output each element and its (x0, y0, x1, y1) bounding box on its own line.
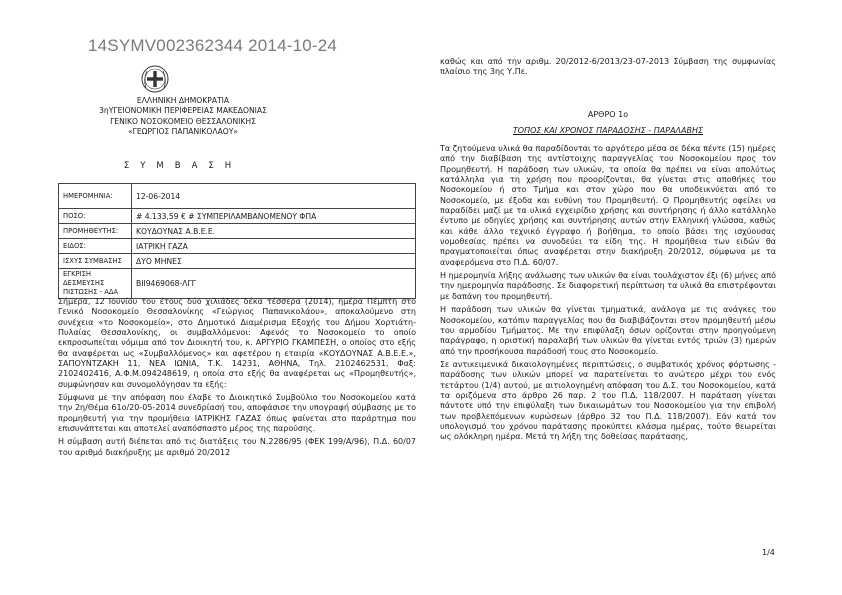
table-row (59, 209, 416, 224)
table-row (59, 239, 416, 254)
table-value: ΒΙΙ9469068-ΛΓΓ (132, 269, 416, 299)
header-line-country: ΕΛΛΗΝΙΚΗ ΔΗΜΟΚΡΑΤΙΑ (136, 96, 230, 105)
paragraph-delivery-time: Τα ζητούμενα υλικά θα παραδίδονται το αργότερο μέσα σε δέκα πέντε (15) ημέρες από την διαβίβαση της αντίστοιχης παραγγελίας του Νοσοκομείου προς τον Προμηθευτή. Η παράδοση των υλικών, τα οποία θα πρέπει να είναι απολύτως κατάλληλα για τη χρήση που προορίζονται, θα γίνεται στις αποθήκες του Νοσοκομείου ή στο Τμήμα και στον χώρο που θα υποδεικνύεται από το Νοσοκομείο, με έξοδα και ευθύνη του Προμηθευτή. Ο Προμηθευτής οφείλει να παραδίδει μαζί με τα υλικά εγχειρίδιο χρήσης και συντήρησης ή άλλο κατάλληλο έντυπο με οδηγίες χρήσης και συντήρησης αυτών στην Ελληνική γλώσσα, καθώς και κάθε άλλο τεχνικό έγγραφο ή βοήθημα, το οποίο βάσει της ισχύουσας νομοθεσίας πρέπει να συνοδεύει τα είδη της. Η προμήθεια των ειδών θα πραγματοποιείται όπως αναφέρεται στην διακήρυξη 20/2012, σύμφωνα με τα αναφερόμενα στο Π.Δ. 60/07. (440, 144, 776, 267)
table-key: ΗΜΕΡΟΜΗΝΙΑ: (59, 184, 132, 209)
issuer-header (58, 96, 308, 138)
table-key: ΕΙΔΟΣ: (59, 239, 132, 254)
paragraph-extension: Σε αντικειμενικά δικαιολογημένες περιπτώσεις, ο συμβατικός χρόνος φόρτωσης - παράδοσης των υλικών μπορεί να παρατείνεται το ανώτερο μέχρι του ενός τετάρτου (1/4) αυτού, με αιτιολογημένη απόφαση του Δ.Σ. του Νοσοκομείου, κατά τα οριζόμενα στο άρθρο 26 παρ. 2 του Π.Δ. 118/2007. Η παράταση γίνεται πάντοτε υπό την επιφύλαξη των δικαιωμάτων του Νοσοκομείου για την επιβολή των προβλεπόμενων κυρώσεων (άρθρο 32 του Π.Δ. 118/2007). Εάν κατά τον υπολογισμό του χρόνου παράτασης προκύπτει κλάσμα ημέρας, τούτο θεωρείται ως ολόκληρη ημέρα. Μετά τη λήξη της δοθείσας παράτασης, (440, 359, 776, 442)
paragraph-framework-agreement: καθώς και από την αριθμ. 20/2012-6/2013/23-07-2013 Σύμβαση της συμφωνίας πλαίσιο της 3ης Υ.Πε. (440, 57, 776, 77)
paragraph-partial-delivery: Η παράδοση των υλικών θα γίνεται τμηματικά, ανάλογα με τις ανάγκες του Νοσοκομείου, κατόπιν παραγγελίας που θα διαβιβάζονται στον προμηθευτή μέσω του αρμοδίου Τμήματος. Με την επιφύλαξη όσων ορίζονται στην προηγούμενη παράγραφο, η οριστική παραλαβή των υλικών θα γίνεται εντός τριών (3) ημερών από την προσήκουσα παράδοσή τους στο Νοσοκομείο. (440, 305, 776, 356)
table-key: ΠΡΟΜΗΘΕΥΤΗΣ: (59, 224, 132, 239)
document-title: ΣΥΜΒΑΣΗ (123, 161, 243, 171)
paragraph-expiry-date: Η ημερομηνία λήξης ανάλωσης των υλικών θα είναι τουλάχιστον έξι (6) μήνες από την ημερομηνία παράδοσης. Σε διαφορετική περίπτωση τα υλικά θα επιστρέφονται με δαπάνη του προμηθευτή. (440, 271, 776, 301)
table-value: ΙΑΤΡΙΚΗ ΓΑΖΑ (132, 239, 416, 254)
greek-emblem-icon (140, 64, 170, 94)
article-number: ΑΡΘΡΟ 1ο (587, 110, 629, 119)
table-row (59, 254, 416, 269)
contract-details-table (58, 183, 416, 299)
table-key: ΕΓΚΡΙΣΗ ΔΕΣΜΕΥΣΗΣ ΠΙΣΤΩΣΗΣ - ΑΔΑ (59, 269, 132, 299)
table-key: ΠΟΣΟ: (59, 209, 132, 224)
left-column-body (58, 297, 416, 461)
table-row (59, 224, 416, 239)
page-number: 1/4 (762, 548, 775, 557)
table-value: # 4.133,59 € # ΣΥΜΠΕΡΙΛΑΜΒΑΝΟΜΕΝΟΥ ΦΠΑ (132, 209, 416, 224)
table-value: ΔΥΟ ΜΗΝΕΣ (132, 254, 416, 269)
header-line-hospital: ΓΕΝΙΚΟ ΝΟΣΟΚΟΜΕΙΟ ΘΕΣΣΑΛΟΝΙΚΗΣ (110, 116, 256, 126)
article-title: ΤΟΠΟΣ ΚΑΙ ΧΡΟΝΟΣ ΠΑΡΑΔΟΣΗΣ - ΠΑΡΑΛΑΒΗΣ (512, 126, 704, 135)
paragraph-governing-law: Η σύμβαση αυτή διέπεται από τις διατάξεις του Ν.2286/95 (ΦΕΚ 199/Α/96), Π.Δ. 60/07 του αριθμό διακήρυξης με αριθμό 20/2012 (58, 437, 416, 457)
right-column-body (440, 144, 776, 446)
document-stamp-number: 14SYMV002362344 2014-10-24 (88, 36, 338, 55)
header-line-region: 3ηΥΓΕΙΟΝΟΜΙΚΗ ΠΕΡΙΦΕΡΕΙΑΣ ΜΑΚΕΔΟΝΙΑΣ (99, 106, 267, 116)
table-value: ΚΟΥΔΟΥΝΑΣ Α.Β.Ε.Ε. (132, 224, 416, 239)
header-line-hospital-name: «ΓΕΩΡΓΙΟΣ ΠΑΠΑΝΙΚΟΛΑΟΥ» (127, 127, 239, 137)
table-row (59, 184, 416, 209)
table-key: ΙΣΧΥΣ ΣΥΜΒΑΣΗΣ (59, 254, 132, 269)
paragraph-parties: Σήμερα, 12 Ιουνίου του έτους δύο χιλιάδες δέκα τέσσερα (2014), ημέρα Πέμπτη στο Γενικό Νοσοκομείο Θεσσαλονίκης «Γεώργιος Παπανικολάου», αποκαλούμενο στη συνέχεια «το Νοσοκομείο», στο Δημοτικό Διαμέρισμα Εξοχής του Δήμου Χορτιάτη-Πυλαίας Θεσσαλονίκης, οι συμβαλλόμενοι: Αφενός το Νοσοκομείο το οποίο εκπροσωπείται νόμιμα από τον Διοικητή του, κ. ΑΡΓΥΡΙΟ ΓΚΑΜΠΕΣΗ, ο οποίος στο εξής θα αναφέρεται ως «Συμβαλλόμενος» και αφετέρου η εταιρία «ΚΟΥΔΟΥΝΑΣ Α.Β.Ε.Ε.», ΣΑΠΟΥΝΤΖΑΚΗ 11, ΝΕΑ ΙΩΝΙΑ, Τ.Κ. 14231, ΑΘΗΝΑ, Τηλ. 2102462531, Φαξ: 2102402416, Α.Φ.Μ.094248619, η οποία στο εξής θα αναφέρεται ως «Προμηθευτής», συμφώνησαν και συνομολόγησαν τα εξής: (58, 297, 416, 389)
right-column-continuation (440, 57, 776, 81)
paragraph-board-decision: Σύμφωνα με την απόφαση που έλαβε το Διοικητικό Συμβούλιο του Νοσοκομείου κατά την 2η/Θέμα 61ο/20-05-2014 συνεδρίασή του, αποφάσισε την υπογραφή σύμβασης με το προμηθευτή για την προμήθεια ΙΑΤΡΙΚΗΣ ΓΑΖΑΣ όπως φαίνεται στο παράρτημα που επισυνάπτεται και αποτελεί αναπόσπαστο μέρος της παρούσης. (58, 393, 416, 434)
table-row (59, 269, 416, 299)
table-value: 12-06-2014 (132, 184, 416, 209)
